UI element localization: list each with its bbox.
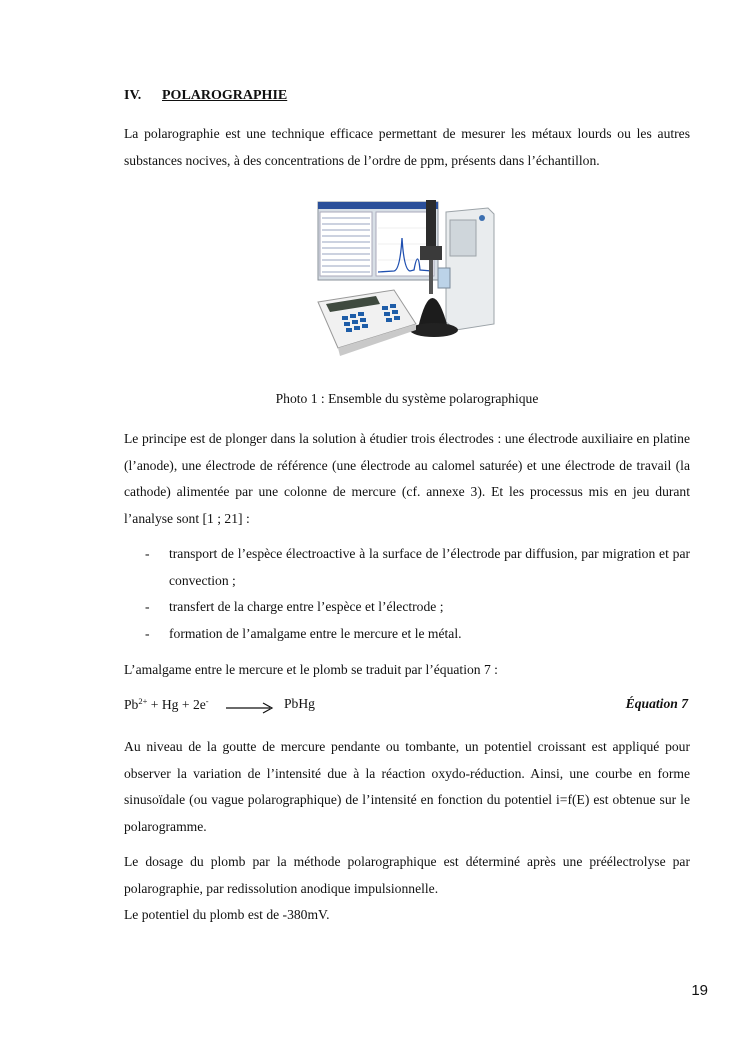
list-item-text: transfert de la charge entre l’espèce et l’électrode ; [169, 599, 444, 614]
list-item-text: formation de l’amalgame entre le mercure et le métal. [169, 625, 462, 641]
equation-7 [124, 696, 690, 722]
polarograph-photo [316, 198, 496, 370]
equation-reactants: $Pb^{2+} + Hg + 2e^-$ [124, 696, 209, 712]
lead-paragraph [124, 849, 690, 929]
lead-dosage-text: Le dosage du plomb par la méthode polarographique est déterminé après une préélectrolyse par polarographie, par redissolution anodique impulsionnelle. [124, 854, 690, 896]
mercury-drop-paragraph: Au niveau de la goutte de mercure pendante ou tombante, un potentiel croissant est appliqué pour observer la variation de l’intensité due à la réaction oxydo-réduction. Ainsi, une courbe en forme sinusoïdale (ou vague polarographique) de l’intensité en fonction du potentiel i=f(E) est obtenue sur le polarogramme. [124, 739, 690, 834]
list-item-text: transport de l’espèce électroactive à la surface de l’électrode par diffusion, par migration et par convection ; [169, 546, 690, 588]
list-item: - formation de l’amalgame entre le mercure et le métal. [145, 625, 462, 641]
section-title: POLAROGRAPHIE [162, 88, 288, 103]
section-number: IV. [124, 88, 142, 103]
principle-paragraph: Le principe est de plonger dans la solution à étudier trois électrodes : une électrode auxiliaire en platine (l’anode), une électrode de référence (une électrode au calomel saturée) et une électrode de travail (la cathode) alimentée par une colonne de mercure (cf. annexe 3). Et les processus mis en jeu durant l’analyse sont [1 ; 21] : [124, 431, 690, 526]
section-heading [124, 88, 690, 104]
figure-caption: Photo 1 : Ensemble du système polarographique [275, 391, 539, 406]
list-item: - transfert de la charge entre l’espèce et l’électrode ; [145, 599, 444, 614]
reaction-arrow-icon [226, 696, 276, 716]
intro-paragraph: La polarographie est une technique efficace permettant de mesurer les métaux lourds ou les autres substances nocives, à des concentrations de l’ordre de ppm, présents dans l’échantillon. [124, 126, 690, 168]
equation-product: PbHg [284, 696, 315, 711]
amalgam-intro: L’amalgame entre le mercure et le plomb se traduit par l’équation 7 : [124, 662, 498, 677]
equation-label: Équation 7 [625, 696, 688, 711]
page-number: 19 [691, 982, 708, 999]
list-item: - transport de l’espèce électroactive à la surface de l’électrode par diffusion, par migration et par convection ; [145, 546, 690, 588]
process-list [124, 541, 690, 647]
lead-potential-text: Le potentiel du plomb est de -380mV. [124, 907, 330, 922]
